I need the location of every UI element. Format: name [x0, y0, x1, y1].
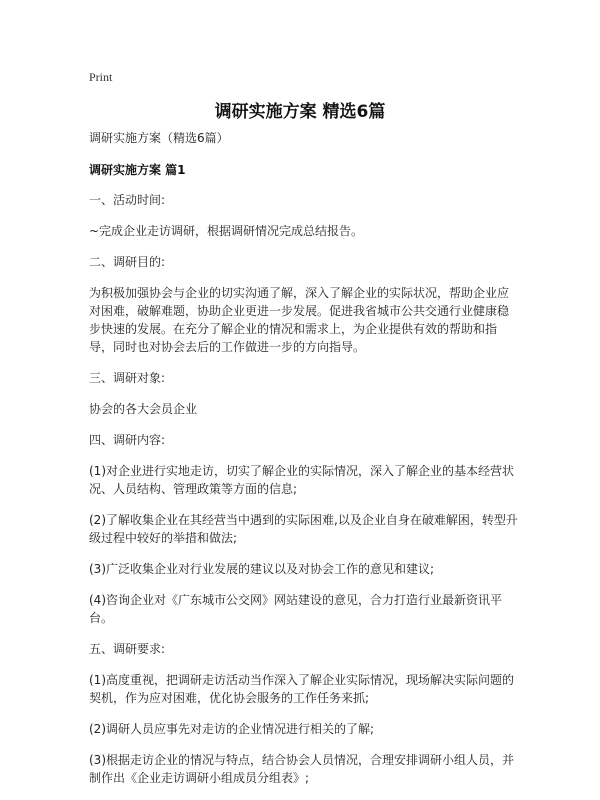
- section-heading: 调研实施方案 篇1: [89, 163, 186, 177]
- heading-research-purpose: 二、调研目的:: [89, 255, 166, 269]
- document-body: [89, 129, 519, 800]
- print-link[interactable]: Print: [89, 70, 113, 84]
- list-item: (3)广泛收集企业对行业发展的建议以及对协会工作的意见和建议;: [89, 562, 435, 576]
- document-subtitle: 调研实施方案（精选6篇）: [89, 131, 229, 145]
- list-item: (3)根据走访企业的情况与特点，结合协会人员情况，合理安排调研小组人员，并制作出《企业走访调研小组成员分组表》;: [89, 753, 515, 785]
- page-title: 调研实施方案 精选6篇: [214, 102, 386, 122]
- paragraph-research-purpose: 为积极加强协会与企业的切实沟通了解，深入了解企业的实际状况，帮助企业应对困难，破解难题，协助企业更进一步发展。促进我省城市公共交通行业健康稳步快速的发展。在充分了解企业的情况和需求上，为企业提供有效的帮助和指导，同时也对协会去后的工作做进一步的方向指导。: [89, 286, 510, 354]
- list-item: (2)了解收集企业在其经营当中遇到的实际困难,以及企业自身在破难解困，转型升级过程中较好的举措和做法;: [89, 513, 518, 545]
- paragraph-activity-time: ~完成企业走访调研，根据调研情况完成总结报告。: [89, 224, 364, 238]
- heading-activity-time: 一、活动时间:: [89, 193, 166, 207]
- list-item: (1)高度重视，把调研走访活动当作深入了解企业实际情况，现场解决实际问题的契机，作为应对困难，优化协会服务的工作任务来抓;: [89, 673, 515, 705]
- heading-research-target: 三、调研对象:: [89, 371, 166, 385]
- list-item: (4)咨询企业对《广东城市公交网》网站建设的意见，合力打造行业最新资讯平台。: [89, 593, 503, 625]
- heading-research-requirements: 五、调研要求:: [89, 642, 166, 656]
- paragraph-research-target: 协会的各大会员企业: [89, 402, 198, 416]
- heading-research-content: 四、调研内容:: [89, 433, 166, 447]
- list-item: (1)对企业进行实地走访，切实了解企业的实际情况，深入了解企业的基本经营状况、人员结构、管理政策等方面的信息;: [89, 464, 515, 496]
- list-item: (2)调研人员应事先对走访的企业情况进行相关的了解;: [89, 722, 375, 736]
